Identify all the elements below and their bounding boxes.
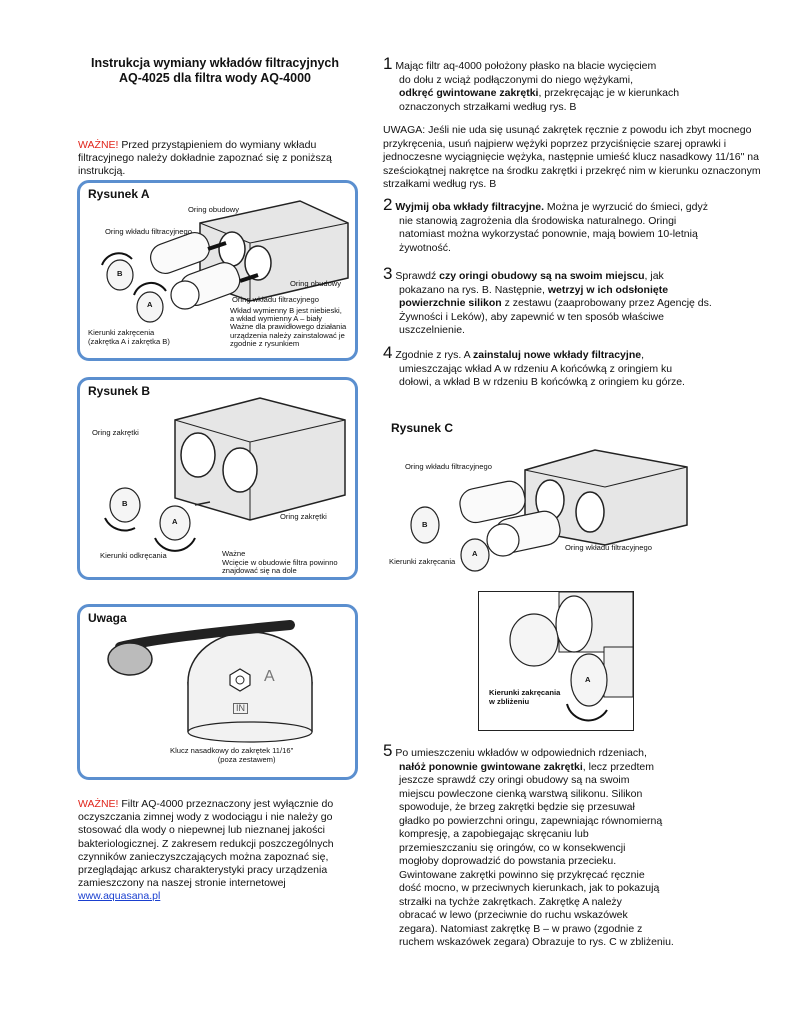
fig-b-caption-directions: Kierunki odkręcania xyxy=(100,551,167,560)
fig-c-caption-oring-right: Oring wkładu filtracyjnego xyxy=(565,543,652,552)
fig-b-caption-oring-cap-2: Oring zakrętki xyxy=(280,512,327,521)
figure-b-title: Rysunek B xyxy=(88,384,151,398)
figure-c-title: Rysunek C xyxy=(391,421,454,435)
fig-uwaga-caption: Klucz nasadkowy do zakrętek 11/16" (poza zestawem) xyxy=(170,746,294,764)
important-label-2: WAŻNE! xyxy=(78,798,119,810)
fig-uwaga-letter-a: A xyxy=(264,668,275,685)
figure-c xyxy=(389,415,695,580)
fig-a-caption-directions: Kierunki zakręcenia (zakrętka A i zakrętka B) xyxy=(88,328,170,346)
fig-c-caption-directions: Kierunki zakręcania xyxy=(389,557,456,566)
fig-a-caption-oring-housing-2: Oring obudowy xyxy=(290,279,342,288)
step-2-number: 2 xyxy=(383,195,393,214)
step-1: 1 Mając filtr aq-4000 położony płasko na blacie wycięciem do dołu z wciąż podłączonymi do niego wężykami, odkręć gwintowane zakrętki, przekręcając je w kierunkach oznaczonych strzałkami według rys. B xyxy=(383,54,680,113)
figure-c-illustration xyxy=(395,415,695,580)
fig-c-caption-oring-left: Oring wkładu filtracyjnego xyxy=(405,462,492,471)
aquasana-link[interactable]: www.aquasana.pl xyxy=(78,890,161,903)
important-text-2: Filtr AQ-4000 przeznaczony jest wyłącznie do oczyszczania zimnej wody z wodociągu i nie należy go stosować dla wody o niepewnej lub nieznanej jakości bakteriologicznej. Z zakresem redukcji poszczególnych czynników zanieczyszczających można zapoznać się, przeglądając arkusz charakterystyki pracy urządzenia zamieszczony na naszej stronie internetowej xyxy=(78,798,334,890)
page-title xyxy=(60,56,370,86)
figure-c-zoom xyxy=(478,591,634,731)
fig-a-letter-a: A xyxy=(147,300,153,309)
fig-a-caption-oring-filter-right: Oring wkładu filtracyjnego xyxy=(232,295,319,304)
figure-uwaga-title: Uwaga xyxy=(88,611,127,625)
step-2: 2 Wyjmij oba wkłady filtracyjne. Można je wyrzucić do śmieci, gdyż nie stanowią zagrożenia dla środowiska naturalnego. Oringi natomiast można wykorzystać ponownie, mają bowiem 10-letnią żywotność. xyxy=(383,195,708,254)
fig-b-caption-oring-cap: Oring zakrętki xyxy=(92,428,139,437)
step-4: 4 Zgodnie z rys. A zainstaluj nowe wkłady filtracyjne, umieszczając wkład A w rdzeniu A końcówką z oringiem ku dołowi, a wkład B w rdzeniu B końcówką z oringiem ku górze. xyxy=(383,343,685,388)
fig-uwaga-in-label: IN xyxy=(233,703,248,714)
important-label: WAŻNE! xyxy=(78,139,119,151)
figure-c-zoom-illustration xyxy=(479,592,633,730)
step-5-number: 5 xyxy=(383,741,393,760)
step-1-number: 1 xyxy=(383,54,393,73)
important-note-top xyxy=(78,139,368,178)
fig-c-letter-a: A xyxy=(472,549,478,558)
step-3: 3 Sprawdź czy oringi obudowy są na swoim miejscu, jak pokazano na rys. B. Następnie, wetrzyj w ich odsłonięte powierzchnie silikon z zestawu (zaaprobowany przez Agencję ds. Żywności i Leków), aby zapewnić w ten sposób właściwe uszczelnienie. xyxy=(383,264,712,336)
fig-a-letter-b: B xyxy=(117,269,123,278)
figure-a-title: Rysunek A xyxy=(88,187,150,201)
fig-c-letter-b: B xyxy=(422,520,428,529)
figure-b xyxy=(77,377,358,580)
important-note-bottom xyxy=(78,798,360,904)
figure-b-illustration xyxy=(80,380,355,577)
fig-b-caption-warning: Ważne Wcięcie w obudowie filtra powinno znajdować się na dole xyxy=(222,549,338,576)
figure-uwaga xyxy=(77,604,358,780)
figure-a xyxy=(77,180,358,361)
important-text: Przed przystąpieniem do wymiany wkładu filtracyjnego należy dokładnie zapoznać się z poniższą instrukcją. xyxy=(78,139,332,177)
uwaga-paragraph: UWAGA: Jeśli nie uda się usunąć zakrętek ręcznie z powodu ich zbyt mocnego przykręcenia, usuń najpierw wężyki poprzez przyciśnięcie szarej oprawki i jednoczesne wyciągnięcie wężyka, następnie umieść klucz nasadkowy 11/16" na sześciokątnej nakrętce na środku zakrętki i przekręć nim w kierunku oznaczonym strzałkami według rys. B xyxy=(383,124,761,190)
fig-a-caption-oring-filter-left: Oring wkładu filtracyjnego xyxy=(105,227,192,236)
fig-a-caption-oring-housing: Oring obudowy xyxy=(188,205,240,214)
fig-a-caption-note: Wkład wymienny B jest niebieski, a wkład wymienny A – biały Ważne dla prawidłowego działania urządzenia należy zainstalować je zgodnie z rysunkiem xyxy=(230,306,347,348)
step-3-number: 3 xyxy=(383,264,393,283)
title-line-1: Instrukcja wymiany wkładów filtracyjnych xyxy=(90,56,339,70)
fig-b-letter-b: B xyxy=(122,499,128,508)
fig-zoom-letter-a: A xyxy=(585,675,591,684)
title-line-2: AQ-4025 dla filtra wody AQ-4000 xyxy=(119,71,311,85)
fig-b-letter-a: A xyxy=(172,517,178,526)
fig-zoom-caption: Kierunki zakręcania w zbliżeniu xyxy=(489,688,561,706)
step-4-number: 4 xyxy=(383,343,393,362)
step-5: 5 Po umieszczeniu wkładów w odpowiednich rdzeniach, nałóż ponownie gwintowane zakrętki, lecz przedtem jeszcze sprawdź czy oringi obudowy są na swoim miejscu powleczone cienką warstwą silikonu. Silikon spowoduje, że brzeg zakrętki będzie się przesuwał gładko po powierzchni oringu, zapewniając równomierną kompresję, a zapobiegając skręcaniu lub przemieszczaniu się oringów, co w konsekwencji mogłoby doprowadzić do powstania przecieku. Gwintowane zakrętki powinno się przykręcać ręcznie dość mocno, w przeciwnych kierunkach, jak to pokazują strzałki na tychże zakrętkach. Zakrętkę A należy obracać w lewo (przeciwnie do ruchu wskazówek zegara). Natomiast zakrętkę B – w prawo (zgodnie z ruchem wskazówek zegara) Obrazuje to rys. C w zbliżeniu. xyxy=(383,741,674,948)
